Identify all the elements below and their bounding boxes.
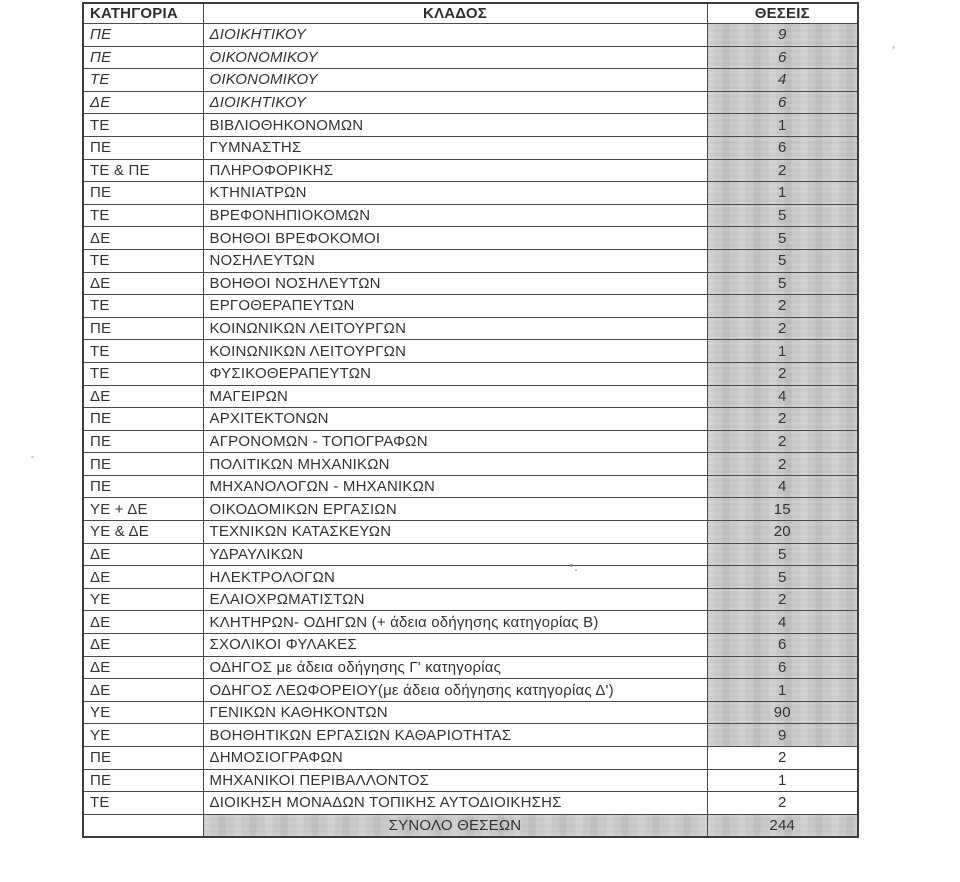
branch-cell: ΥΔΡΑΥΛΙΚΩΝ: [203, 543, 707, 566]
positions-cell: 6: [707, 656, 858, 679]
positions-cell: 4: [707, 69, 858, 92]
branch-cell: ΟΙΚΟΝΟΜΙΚΟΥ: [203, 69, 707, 92]
positions-cell: 90: [707, 701, 858, 724]
category-cell: ΤΕ: [83, 69, 203, 92]
category-cell: ΔΕ: [83, 611, 203, 634]
positions-cell: 4: [707, 385, 858, 408]
table-row: [83, 498, 858, 521]
table-row: [83, 24, 858, 47]
category-cell: ΤΕ: [83, 114, 203, 137]
table-row: [83, 724, 858, 747]
branch-cell: ΣΧΟΛΙΚΟΙ ΦΥΛΑΚΕΣ: [203, 634, 707, 657]
branch-cell: ΓΥΜΝΑΣΤΗΣ: [203, 136, 707, 159]
table-row: [83, 295, 858, 318]
category-cell: ΠΕ: [83, 408, 203, 431]
table-row: [83, 543, 858, 566]
table-row: [83, 136, 858, 159]
total-value-cell: 244: [707, 814, 858, 837]
positions-cell: 9: [707, 24, 858, 47]
positions-cell: 5: [707, 204, 858, 227]
positions-cell: 4: [707, 475, 858, 498]
category-cell: ΥΕ + ΔΕ: [83, 498, 203, 521]
positions-cell: 5: [707, 272, 858, 295]
table-row: [83, 114, 858, 137]
branch-cell: ΒΟΗΘΗΤΙΚΩΝ ΕΡΓΑΣΙΩΝ ΚΑΘΑΡΙΟΤΗΤΑΣ: [203, 724, 707, 747]
positions-cell: 6: [707, 46, 858, 69]
category-cell: ΔΕ: [83, 91, 203, 114]
category-cell: ΠΕ: [83, 747, 203, 770]
table-row: [83, 792, 858, 815]
branch-cell: ΒΟΗΘΟΙ ΒΡΕΦΟΚΟΜΟΙ: [203, 227, 707, 250]
table-row: [83, 475, 858, 498]
table-row: [83, 769, 858, 792]
category-cell: ΠΕ: [83, 136, 203, 159]
table-body: [83, 24, 858, 815]
branch-cell: ΔΗΜΟΣΙΟΓΡΑΦΩΝ: [203, 747, 707, 770]
table-row: [83, 340, 858, 363]
branch-cell: ΔΙΟΙΚΗΣΗ ΜΟΝΑΔΩΝ ΤΟΠΙΚΗΣ ΑΥΤΟΔΙΟΙΚΗΣΗΣ: [203, 792, 707, 815]
category-cell: ΔΕ: [83, 566, 203, 589]
category-cell: ΔΕ: [83, 272, 203, 295]
positions-cell: 1: [707, 679, 858, 702]
branch-cell: ΕΡΓΟΘΕΡΑΠΕΥΤΩΝ: [203, 295, 707, 318]
branch-cell: ΔΙΟΙΚΗΤΙΚΟΥ: [203, 91, 707, 114]
positions-cell: 4: [707, 611, 858, 634]
positions-cell: 2: [707, 362, 858, 385]
category-cell: ΥΕ: [83, 701, 203, 724]
table-row: [83, 408, 858, 431]
branch-cell: ΚΟΙΝΩΝΙΚΩΝ ΛΕΙΤΟΥΡΓΩΝ: [203, 317, 707, 340]
category-cell: ΤΕ: [83, 295, 203, 318]
category-cell: ΤΕ: [83, 204, 203, 227]
positions-cell: 5: [707, 249, 858, 272]
column-header-branch: ΚΛΑΔΟΣ: [203, 3, 707, 24]
positions-cell: 5: [707, 227, 858, 250]
table-row: [83, 611, 858, 634]
positions-cell: 9: [707, 724, 858, 747]
category-cell: ΠΕ: [83, 475, 203, 498]
branch-cell: ΠΟΛΙΤΙΚΩΝ ΜΗΧΑΝΙΚΩΝ: [203, 453, 707, 476]
positions-cell: 1: [707, 114, 858, 137]
branch-cell: ΜΗΧΑΝΙΚΟΙ ΠΕΡΙΒΑΛΛΟΝΤΟΣ: [203, 769, 707, 792]
column-header-positions: ΘΕΣΕΙΣ: [707, 3, 858, 24]
table-row: [83, 69, 858, 92]
branch-cell: ΟΔΗΓΟΣ ΛΕΩΦΟΡΕΙΟΥ(με άδεια οδήγησης κατηγορίας Δ'): [203, 679, 707, 702]
branch-cell: ΠΛΗΡΟΦΟΡΙΚΗΣ: [203, 159, 707, 182]
positions-cell: 5: [707, 566, 858, 589]
branch-cell: ΜΑΓΕΙΡΩΝ: [203, 385, 707, 408]
table-header: [83, 3, 858, 24]
table-row: [83, 679, 858, 702]
branch-cell: ΤΕΧΝΙΚΩΝ ΚΑΤΑΣΚΕΥΩΝ: [203, 521, 707, 544]
branch-cell: ΑΓΡΟΝΟΜΩΝ - ΤΟΠΟΓΡΑΦΩΝ: [203, 430, 707, 453]
positions-cell: 2: [707, 747, 858, 770]
category-cell: ΔΕ: [83, 385, 203, 408]
table-row: [83, 317, 858, 340]
positions-cell: 2: [707, 295, 858, 318]
table-row: [83, 362, 858, 385]
branch-cell: ΚΟΙΝΩΝΙΚΩΝ ΛΕΙΤΟΥΡΓΩΝ: [203, 340, 707, 363]
table-row: [83, 566, 858, 589]
branch-cell: ΦΥΣΙΚΟΘΕΡΑΠΕΥΤΩΝ: [203, 362, 707, 385]
table-row: [83, 747, 858, 770]
table-row: [83, 227, 858, 250]
positions-cell: 6: [707, 91, 858, 114]
scan-speck: [575, 569, 577, 571]
positions-cell: 15: [707, 498, 858, 521]
branch-cell: ΚΤΗΝΙΑΤΡΩΝ: [203, 182, 707, 205]
positions-cell: 2: [707, 408, 858, 431]
positions-cell: 2: [707, 159, 858, 182]
branch-cell: ΚΛΗΤΗΡΩΝ- ΟΔΗΓΩΝ (+ άδεια οδήγησης κατηγορίας Β): [203, 611, 707, 634]
positions-cell: 1: [707, 182, 858, 205]
category-cell: ΤΕ: [83, 249, 203, 272]
scan-speck: [31, 456, 34, 458]
branch-cell: ΕΛΑΙΟΧΡΩΜΑΤΙΣΤΩΝ: [203, 588, 707, 611]
branch-cell: ΟΙΚΟΔΟΜΙΚΩΝ ΕΡΓΑΣΙΩΝ: [203, 498, 707, 521]
positions-cell: 2: [707, 317, 858, 340]
scan-speck: [892, 46, 895, 49]
table-row: [83, 249, 858, 272]
branch-cell: ΟΔΗΓΟΣ με άδεια οδήγησης Γ' κατηγορίας: [203, 656, 707, 679]
total-empty-cell: [83, 814, 203, 837]
category-cell: ΠΕ: [83, 46, 203, 69]
category-cell: ΔΕ: [83, 634, 203, 657]
category-cell: ΥΕ: [83, 724, 203, 747]
positions-cell: 2: [707, 588, 858, 611]
category-cell: ΔΕ: [83, 543, 203, 566]
category-cell: ΤΕ: [83, 792, 203, 815]
branch-cell: ΜΗΧΑΝΟΛΟΓΩΝ - ΜΗΧΑΝΙΚΩΝ: [203, 475, 707, 498]
category-cell: ΠΕ: [83, 182, 203, 205]
branch-cell: ΒΙΒΛΙΟΘΗΚΟΝΟΜΩΝ: [203, 114, 707, 137]
positions-cell: 6: [707, 634, 858, 657]
column-header-category: ΚΑΤΗΓΟΡΙΑ: [83, 3, 203, 24]
category-cell: ΠΕ: [83, 769, 203, 792]
category-cell: ΠΕ: [83, 317, 203, 340]
table-row: [83, 453, 858, 476]
category-cell: ΠΕ: [83, 430, 203, 453]
table-row: [83, 588, 858, 611]
table-row: [83, 204, 858, 227]
positions-cell: 5: [707, 543, 858, 566]
branch-cell: ΗΛΕΚΤΡΟΛΟΓΩΝ: [203, 566, 707, 589]
category-cell: ΤΕ: [83, 340, 203, 363]
table-row: [83, 159, 858, 182]
positions-cell: 1: [707, 340, 858, 363]
scan-speck: [570, 564, 573, 567]
table-row: [83, 521, 858, 544]
category-cell: ΠΕ: [83, 453, 203, 476]
positions-table: [82, 2, 859, 838]
header-row: [83, 3, 858, 24]
table-row: [83, 385, 858, 408]
branch-cell: ΝΟΣΗΛΕΥΤΩΝ: [203, 249, 707, 272]
positions-cell: 20: [707, 521, 858, 544]
category-cell: ΔΕ: [83, 227, 203, 250]
branch-cell: ΒΟΗΘΟΙ ΝΟΣΗΛΕΥΤΩΝ: [203, 272, 707, 295]
table-row: [83, 91, 858, 114]
branch-cell: ΒΡΕΦΟΝΗΠΙΟΚΟΜΩΝ: [203, 204, 707, 227]
table-footer: [83, 814, 858, 837]
table-row: [83, 272, 858, 295]
category-cell: ΠΕ: [83, 24, 203, 47]
table-row: [83, 46, 858, 69]
category-cell: ΤΕ: [83, 362, 203, 385]
category-cell: ΥΕ & ΔΕ: [83, 521, 203, 544]
table-row: [83, 634, 858, 657]
table-row: [83, 430, 858, 453]
category-cell: ΤΕ & ΠΕ: [83, 159, 203, 182]
category-cell: ΔΕ: [83, 656, 203, 679]
branch-cell: ΟΙΚΟΝΟΜΙΚΟΥ: [203, 46, 707, 69]
branch-cell: ΓΕΝΙΚΩΝ ΚΑΘΗΚΟΝΤΩΝ: [203, 701, 707, 724]
category-cell: ΥΕ: [83, 588, 203, 611]
branch-cell: ΑΡΧΙΤΕΚΤΟΝΩΝ: [203, 408, 707, 431]
positions-cell: 1: [707, 769, 858, 792]
total-row: [83, 814, 858, 837]
positions-cell: 2: [707, 430, 858, 453]
category-cell: ΔΕ: [83, 679, 203, 702]
table-row: [83, 656, 858, 679]
positions-cell: 2: [707, 453, 858, 476]
table-row: [83, 182, 858, 205]
positions-cell: 6: [707, 136, 858, 159]
positions-cell: 2: [707, 792, 858, 815]
branch-cell: ΔΙΟΙΚΗΤΙΚΟΥ: [203, 24, 707, 47]
total-label-cell: ΣΥΝΟΛΟ ΘΕΣΕΩΝ: [203, 814, 707, 837]
table-row: [83, 701, 858, 724]
